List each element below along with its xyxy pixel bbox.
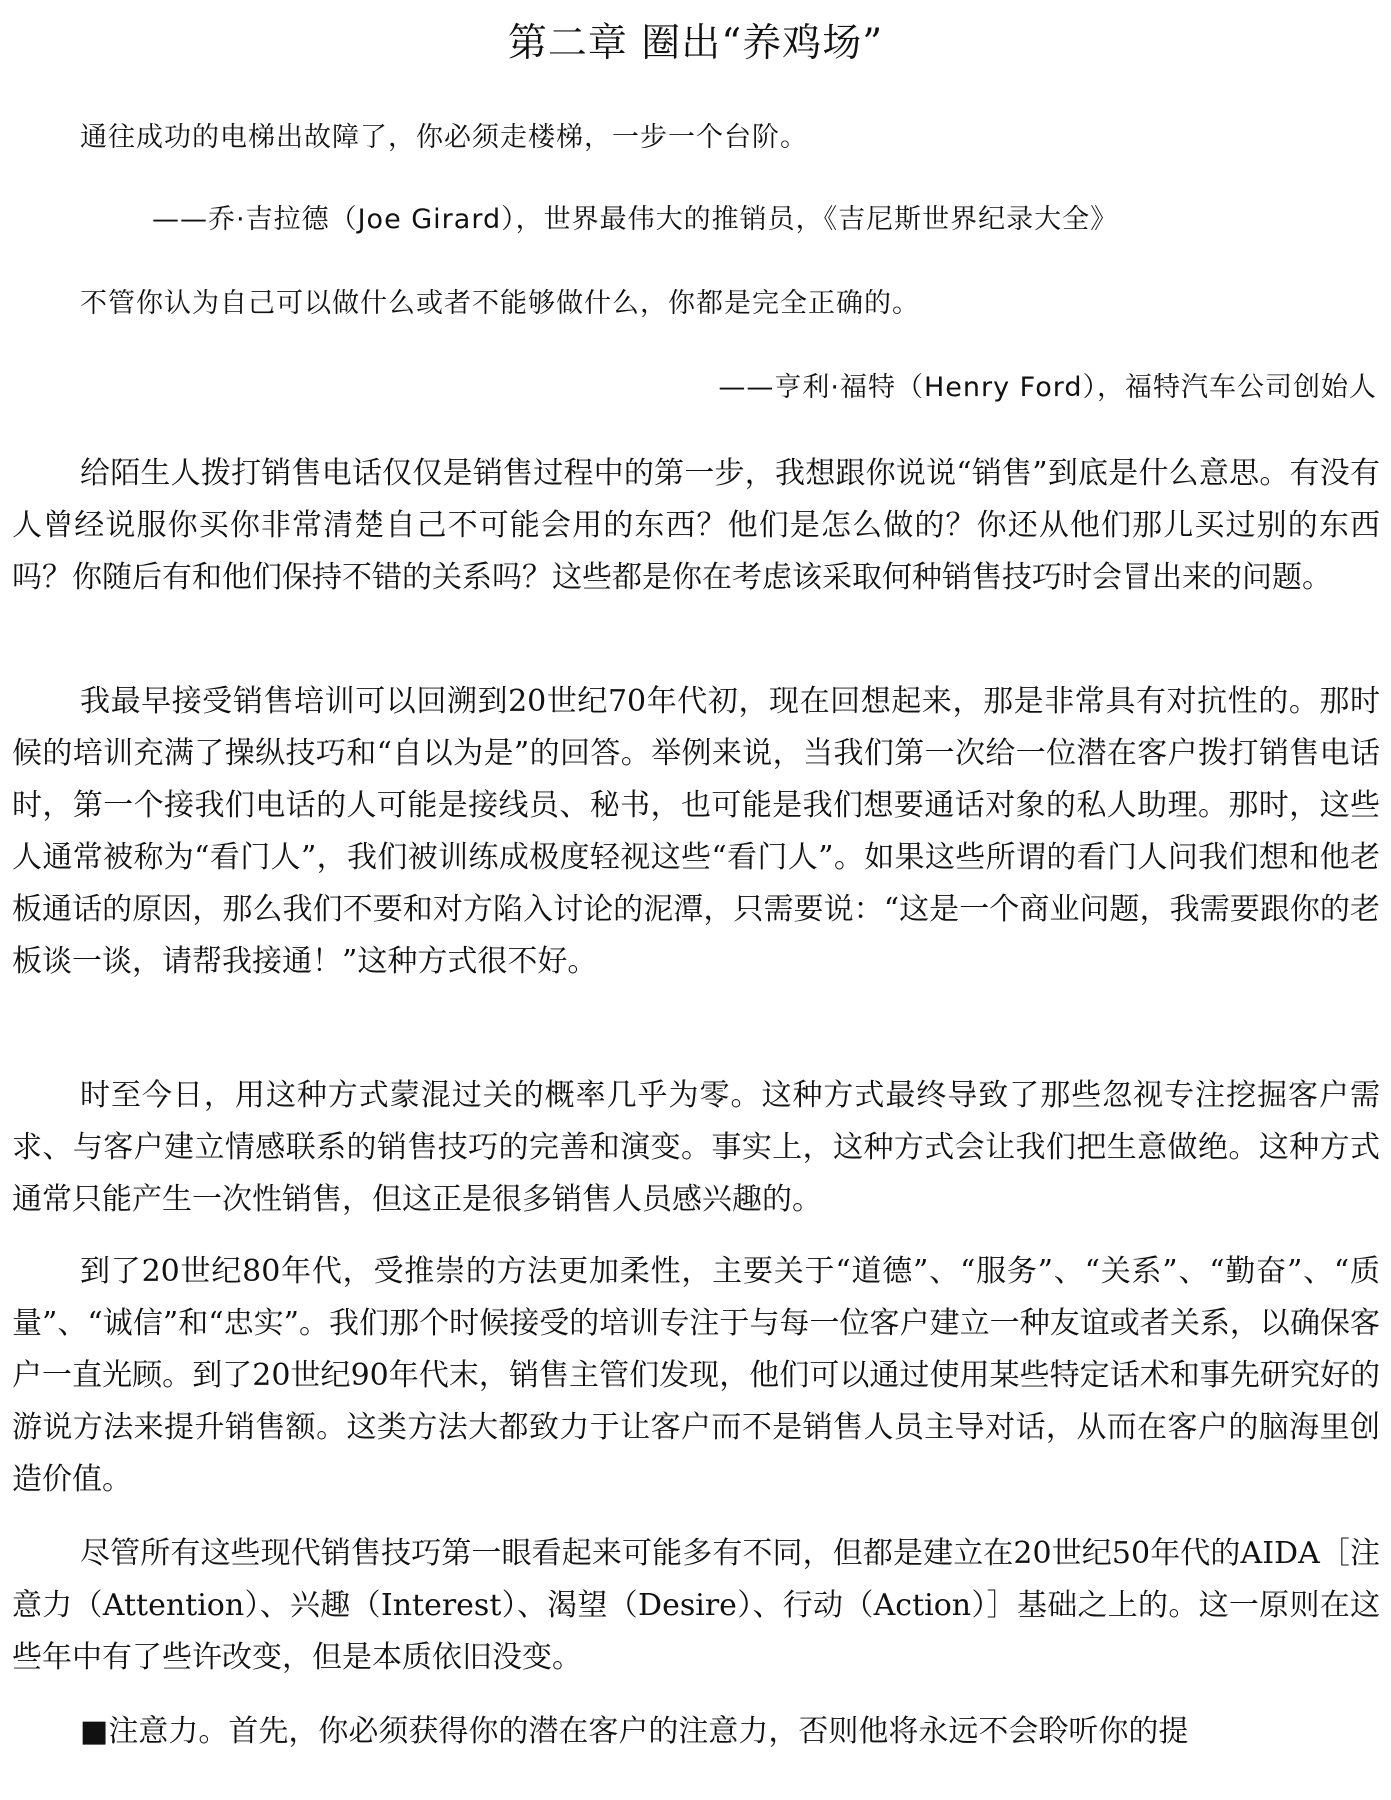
body-paragraph-5: 尽管所有这些现代销售技巧第一眼看起来可能多有不同，但都是建立在20世纪50年代的AIDA［注意力（Attention）、兴趣（Interest）、渴望（Desire）、行动（Action）］基础之上的。这一原则在这些年中有了些许改变，但是本质依旧没变。 (12, 1536, 1380, 1675)
epigraph-quote-2: 不管你认为自己可以做什么或者不能够做什么，你都是完全正确的。 (80, 288, 920, 319)
body-paragraph-1: 给陌生人拨打销售电话仅仅是销售过程中的第一步，我想跟你说说“销售”到底是什么意思。有没有人曾经说服你买你非常清楚自己不可能会用的东西？他们是怎么做的？你还从他们那儿买过别的东西吗？你随后有和他们保持不错的关系吗？这些都是你在考虑该采取何种销售技巧时会冒出来的问题。 (12, 456, 1380, 595)
body-paragraph-3: 时至今日，用这种方式蒙混过关的概率几乎为零。这种方式最终导致了那些忽视专注挖掘客户需求、与客户建立情感联系的销售技巧的完善和演变。事实上，这种方式会让我们把生意做绝。这种方式通常只能产生一次性销售，但这正是很多销售人员感兴趣的。 (12, 1078, 1380, 1217)
body-paragraph-4: 到了20世纪80年代，受推崇的方法更加柔性，主要关于“道德”、“服务”、“关系”、“勤奋”、“质量”、“诚信”和“忠实”。我们那个时候接受的培训专注于与每一位客户建立一种友谊或者关系，以确保客户一直光顾。到了20世纪90年代末，销售主管们发现，他们可以通过使用某些特定话术和事先研究好的游说方法来提升销售额。这类方法大都致力于让客户而不是销售人员主导对话，从而在客户的脑海里创造价值。 (12, 1254, 1380, 1497)
chapter-title: 第二章 圈出“养鸡场” (507, 21, 884, 66)
epigraph-quote-1: 通往成功的电梯出故障了，你必须走楼梯，一步一个台阶。 (80, 122, 808, 153)
body-paragraph-2: 我最早接受销售培训可以回溯到20世纪70年代初，现在回想起来，那是非常具有对抗性的。那时候的培训充满了操纵技巧和“自以为是”的回答。举例来说，当我们第一次给一位潜在客户拨打销售电话时，第一个接我们电话的人可能是接线员、秘书，也可能是我们想要通话对象的私人助理。那时，这些人通常被称为“看门人”，我们被训练成极度轻视这些“看门人”。如果这些所谓的看门人问我们想和他老板通话的原因，那么我们不要和对方陷入讨论的泥潭，只需要说：“这是一个商业问题，我需要跟你的老板谈一谈，请帮我接通！”这种方式很不好。 (12, 684, 1380, 979)
epigraph-attribution-2: ——亨利·福特（Henry Ford），福特汽车公司创始人 (718, 372, 1377, 403)
body-paragraph-6: ■注意力。首先，你必须获得你的潜在客户的注意力，否则他将永远不会聆听你的提 (80, 1714, 1189, 1749)
epigraph-attribution-1: ——乔·吉拉德（Joe Girard），世界最伟大的推销员，《吉尼斯世界纪录大全》 (152, 204, 1119, 235)
